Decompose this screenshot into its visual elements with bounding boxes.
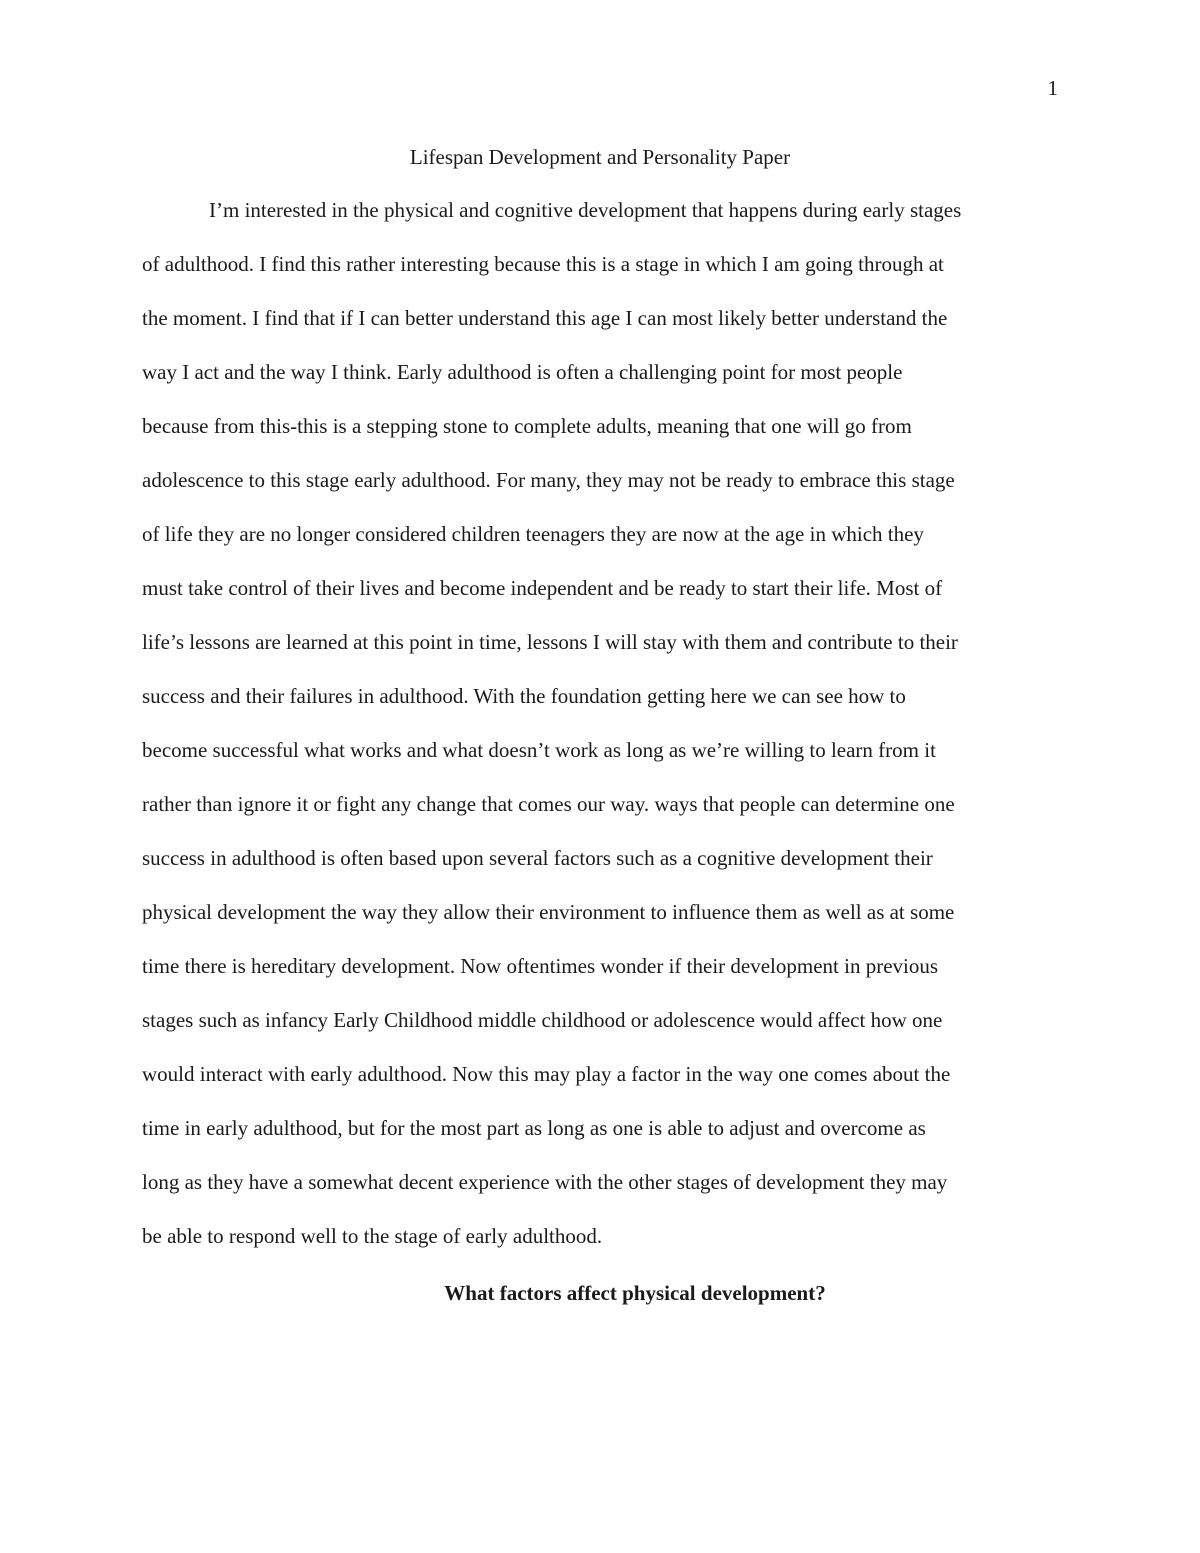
section-heading: What factors affect physical development? — [444, 1281, 826, 1305]
body-line: adolescence to this stage early adulthood. For many, they may not be ready to embrace this stage — [142, 468, 955, 492]
body-line: time in early adulthood, but for the most part as long as one is able to adjust and overcome as — [142, 1116, 926, 1140]
body-line: of adulthood. I find this rather interesting because this is a stage in which I am going through at — [142, 252, 944, 276]
body-line: time there is hereditary development. Now oftentimes wonder if their development in previous — [142, 954, 939, 978]
body-line: stages such as infancy Early Childhood middle childhood or adolescence would affect how one — [142, 1008, 943, 1032]
body-line: physical development the way they allow their environment to influence them as well as at some — [142, 900, 955, 924]
document-title: Lifespan Development and Personality Paper — [409, 145, 791, 169]
body-line: success and their failures in adulthood. With the foundation getting here we can see how to — [142, 684, 906, 708]
body-line: success in adulthood is often based upon several factors such as a cognitive development their — [142, 846, 933, 870]
page-number: 1 — [1047, 76, 1058, 100]
body-paragraph — [142, 196, 1058, 1276]
body-line: the moment. I find that if I can better understand this age I can most likely better understand the — [142, 306, 948, 330]
body-line: long as they have a somewhat decent experience with the other stages of development they may — [142, 1170, 948, 1194]
body-line: because from this-this is a stepping stone to complete adults, meaning that one will go from — [142, 414, 912, 438]
body-line: become successful what works and what doesn’t work as long as we’re willing to learn from it — [142, 738, 936, 762]
body-line: way I act and the way I think. Early adulthood is often a challenging point for most people — [142, 360, 903, 384]
body-line: I’m interested in the physical and cognitive development that happens during early stages — [209, 198, 962, 222]
body-line: of life they are no longer considered children teenagers they are now at the age in which they — [142, 522, 924, 546]
body-line: rather than ignore it or fight any change that comes our way. ways that people can determine one — [142, 792, 955, 816]
body-line: life’s lessons are learned at this point in time, lessons I will stay with them and contribute to their — [142, 630, 958, 654]
body-line: would interact with early adulthood. Now this may play a factor in the way one comes about the — [142, 1062, 951, 1086]
body-line: must take control of their lives and become independent and be ready to start their life. Most of — [142, 576, 943, 600]
body-line: be able to respond well to the stage of early adulthood. — [142, 1224, 603, 1248]
